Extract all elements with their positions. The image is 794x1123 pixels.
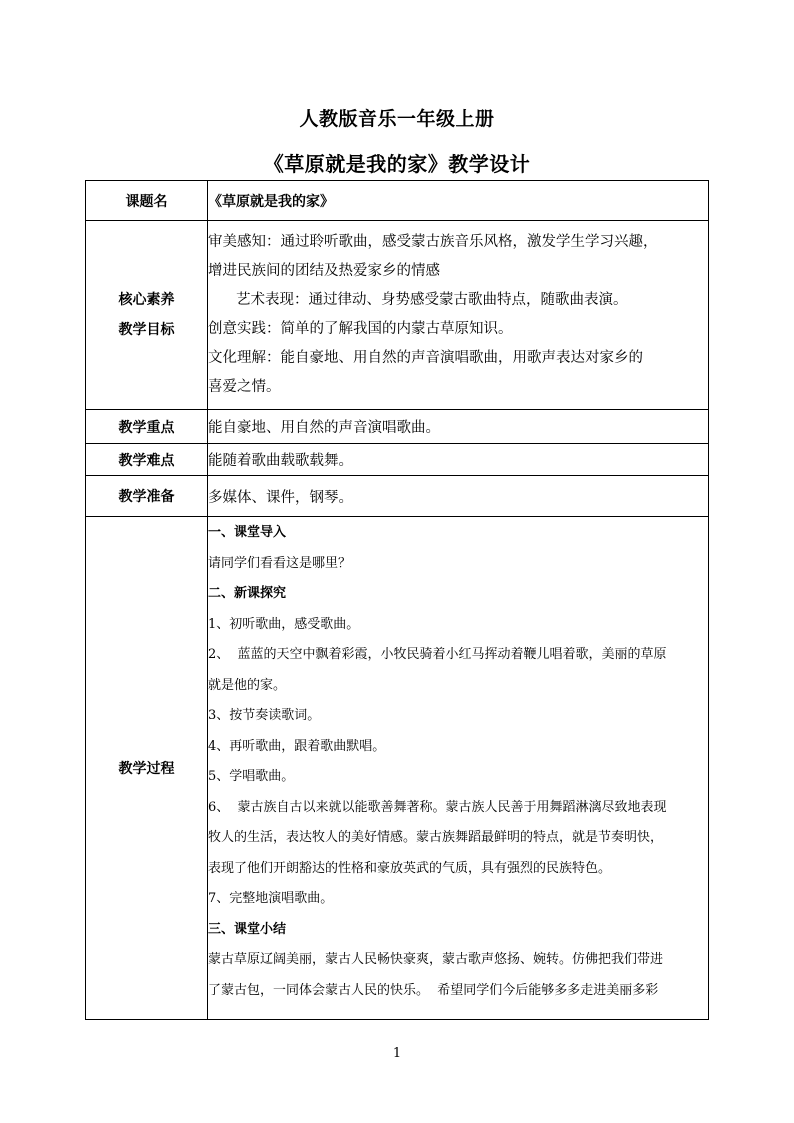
objectives-label-line2: 教学目标 — [118, 322, 175, 338]
objectives-label-line1: 核心素养 — [118, 292, 175, 308]
key-point-value: 能自豪地、用自然的声音演唱歌曲。 — [208, 410, 709, 444]
process-line: 2、 蓝蓝的天空中飘着彩霞，小牧民骑着小红马挥动着鞭儿唱着歌，美丽的草原 — [208, 647, 667, 662]
objective-culture-cont: 喜爱之情。 — [208, 379, 281, 395]
process-section-explore: 二、新课探究 — [208, 586, 287, 601]
topic-value: 《草原就是我的家》 — [208, 181, 709, 221]
objective-creative: 创意实践：简单的了解我国的内蒙古草原知识。 — [208, 321, 513, 337]
objective-culture: 文化理解：能自豪地、用自然的声音演唱歌曲，用歌声表达对家乡的 — [208, 350, 643, 366]
preparation-row — [86, 476, 709, 517]
lesson-plan-table — [85, 180, 709, 1020]
objectives-value — [208, 221, 709, 410]
difficulty-value: 能随着歌曲载歌载舞。 — [208, 444, 709, 476]
process-line: 蒙古草原辽阔美丽，蒙古人民畅快豪爽，蒙古歌声悠扬、婉转。仿佛把我们带进 — [208, 952, 664, 967]
process-row — [86, 517, 709, 1020]
process-value — [208, 517, 709, 1020]
process-line: 就是他的家。 — [208, 677, 287, 693]
document-title-line1: 人教版音乐一年级上册 — [299, 108, 495, 130]
objective-aesthetic-cont: 增进民族间的团结及热爱家乡的情感 — [208, 263, 440, 279]
process-line: 3、按节奏读歌词。 — [208, 708, 321, 723]
difficulty-label: 教学难点 — [86, 444, 208, 476]
process-label: 教学过程 — [86, 517, 208, 1020]
process-line: 6、 蒙古族自古以来就以能歌善舞著称。蒙古族人民善于用舞蹈淋漓尽致地表现 — [208, 799, 667, 815]
page-number: 1 — [392, 1046, 402, 1061]
document-title-line2: 《草原就是我的家》教学设计 — [263, 152, 531, 176]
objectives-label — [86, 221, 208, 410]
objectives-row — [86, 221, 709, 410]
topic-row — [86, 181, 709, 221]
difficulty-row — [86, 444, 709, 476]
process-section-summary: 三、课堂小结 — [208, 921, 287, 937]
objective-aesthetic: 审美感知：通过聆听歌曲，感受蒙古族音乐风格，激发学生学习兴趣， — [208, 234, 658, 250]
preparation-value: 多媒体、课件，钢琴。 — [208, 476, 709, 517]
process-line: 牧人的生活，表达牧人的美好情感。蒙古族舞蹈最鲜明的特点，就是节奏明快， — [208, 830, 664, 845]
objective-expression: 艺术表现：通过律动、身势感受蒙古歌曲特点，随歌曲表演。 — [236, 292, 628, 308]
process-line: 请同学们看看这是哪里？ — [208, 555, 352, 571]
key-point-row — [86, 410, 709, 444]
process-line: 表现了他们开朗豁达的性格和豪放英武的气质，具有强烈的民族特色。 — [208, 860, 612, 876]
process-line: 7、完整地演唱歌曲。 — [208, 891, 334, 906]
process-line: 了蒙古包，一同体会蒙古人民的快乐。 希望同学们今后能够多多走进美丽多彩 — [208, 982, 659, 998]
preparation-label: 教学准备 — [86, 476, 208, 517]
topic-label: 课题名 — [86, 181, 208, 221]
key-point-label: 教学重点 — [86, 410, 208, 444]
process-line: 4、再听歌曲，跟着歌曲默唱。 — [208, 738, 386, 754]
process-section-intro: 一、课堂导入 — [208, 525, 287, 540]
process-line: 5、学唱歌曲。 — [208, 769, 295, 784]
process-line: 1、初听歌曲，感受歌曲。 — [208, 616, 360, 632]
